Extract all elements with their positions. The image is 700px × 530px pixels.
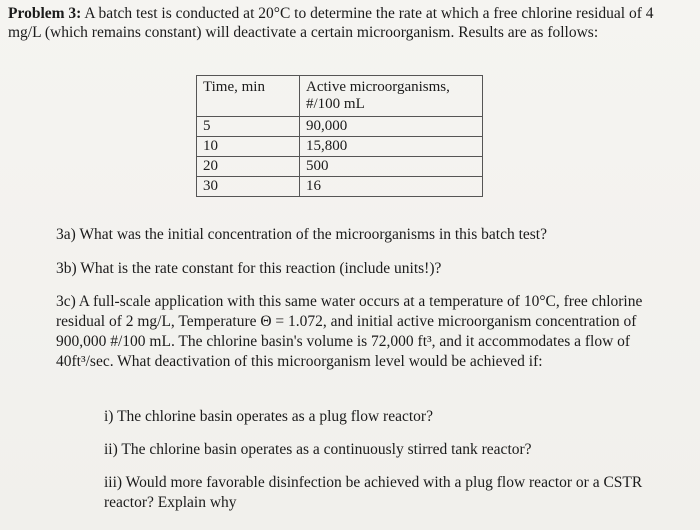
table-header-row xyxy=(197,76,483,117)
table-row xyxy=(197,177,483,197)
question-3a: 3a) What was the initial concentration of the microorganisms in this batch test? xyxy=(56,226,547,243)
cell-active: 500 xyxy=(300,157,483,177)
cell-active: 90,000 xyxy=(300,117,483,137)
cell-time: 5 xyxy=(197,117,300,137)
table-row xyxy=(197,137,483,157)
table-row xyxy=(197,117,483,137)
problem-intro xyxy=(8,4,688,42)
subquestion-iii: iii) Would more favorable disinfection be achieved with a plug flow reactor or a CSTR reactor? Explain why xyxy=(104,474,643,511)
results-table xyxy=(196,75,483,197)
cell-time: 20 xyxy=(197,157,300,177)
cell-time: 10 xyxy=(197,137,300,157)
cell-active: 16 xyxy=(300,177,483,197)
table-row xyxy=(197,157,483,177)
header-time: Time, min xyxy=(197,76,300,117)
cell-active: 15,800 xyxy=(300,137,483,157)
problem-text: A batch test is conducted at 20°C to determine the rate at which a free chlorine residual of 4 mg/L (which remains constant) will deactivate a certain microorganism. Results are as follows: xyxy=(8,5,654,41)
problem-label: Problem 3: xyxy=(8,5,82,22)
cell-time: 30 xyxy=(197,177,300,197)
subquestion-ii: ii) The chlorine basin operates as a continuously stirred tank reactor? xyxy=(104,441,532,458)
header-active: Active microorganisms, #/100 mL xyxy=(300,76,483,117)
question-3b: 3b) What is the rate constant for this reaction (include units!)? xyxy=(56,260,442,277)
subquestion-i: i) The chlorine basin operates as a plug flow reactor? xyxy=(104,408,433,425)
question-3c: 3c) A full-scale application with this same water occurs at a temperature of 10°C, free chlorine residual of 2 mg/L, Temperature Θ = 1.072, and initial active microorganism concentration of 900,000 #/100 mL. The chlorine basin's volume is 72,000 ft³, and it accommodates a flow of 40ft³/sec. What deactivation of this microorganism level would be achieved if: xyxy=(56,293,643,370)
